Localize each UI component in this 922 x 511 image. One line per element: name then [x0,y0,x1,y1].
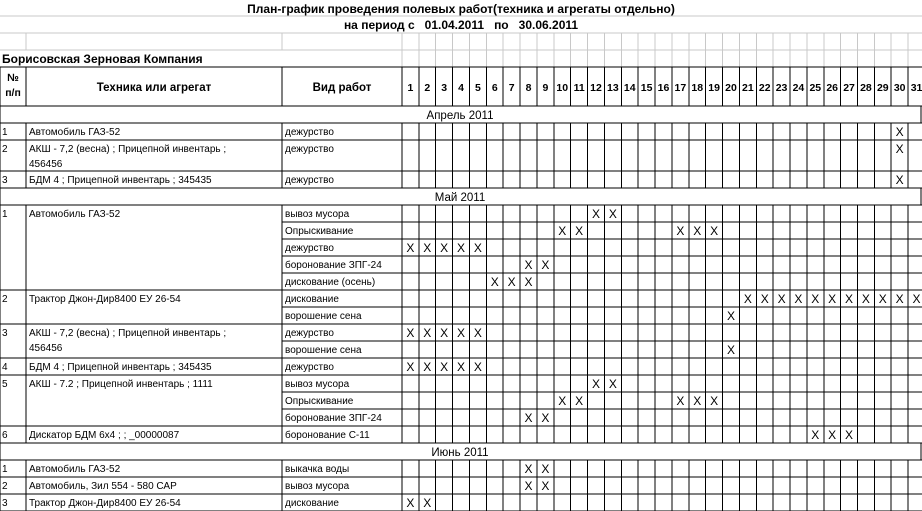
schedule-mark: X [423,326,432,340]
equipment-cell: 456456 [29,159,63,170]
row-number: 3 [2,328,8,339]
work-type-cell: дежурство [285,127,334,138]
month-header: Май 2011 [434,192,486,204]
column-header-day: 27 [843,82,855,94]
month-header: Июнь 2011 [431,447,489,459]
column-header-day: 8 [525,82,532,94]
work-type-cell: дежурство [285,362,334,373]
schedule-mark: X [676,394,685,408]
equipment-cell: БДМ 4 ; Прицепной инвентарь ; 345435 [29,362,212,373]
schedule-mark: X [794,292,803,306]
column-header-day: 12 [590,82,602,94]
schedule-mark: X [777,292,786,306]
schedule-mark: X [912,292,921,306]
equipment-cell: 456456 [29,343,63,354]
row-number: 3 [2,498,8,509]
schedule-mark: X [743,292,752,306]
work-type-cell: дежурство [285,328,334,339]
column-header-day: 2 [424,82,431,94]
column-header-day: 30 [893,82,906,94]
work-type-cell: ворошение сена [285,311,362,322]
schedule-mark: X [726,309,735,323]
work-type-cell: Опрыскивание [285,396,354,407]
equipment-cell: Автомобиль, Зил 554 - 580 САР [29,481,177,492]
row-number: 1 [2,209,8,220]
column-header-num: п/п [5,87,21,99]
schedule-mark: X [693,394,702,408]
column-header-day: 26 [826,82,839,94]
schedule-mark: X [861,292,870,306]
schedule-mark: X [895,173,904,187]
schedule-mark: X [828,292,837,306]
schedule-mark: X [895,125,904,139]
schedule-mark: X [895,142,904,156]
column-header-day: 1 [407,82,414,94]
work-type-cell: дискование [285,498,339,509]
schedule-mark: X [726,343,735,357]
column-header-day: 9 [542,82,549,94]
period-to: 30.06.2011 [518,18,579,32]
schedule-mark: X [490,275,499,289]
period-separator: по [494,18,509,32]
schedule-mark: X [575,224,584,238]
column-header-day: 6 [491,82,498,94]
schedule-mark: X [524,462,533,476]
column-header-day: 18 [691,82,704,94]
company-name: Борисовская Зерновая Компания [2,52,203,66]
schedule-mark: X [524,411,533,425]
schedule-mark: X [895,292,904,306]
column-header-day: 3 [441,82,448,94]
schedule-mark: X [575,394,584,408]
schedule-mark: X [878,292,887,306]
row-number: 4 [2,362,8,373]
schedule-mark: X [507,275,516,289]
schedule-mark: X [693,224,702,238]
work-type-cell: Опрыскивание [285,226,354,237]
schedule-mark: X [558,394,567,408]
column-header-work: Вид работ [312,82,372,94]
column-header-day: 16 [657,82,670,94]
month-header: Апрель 2011 [426,110,494,122]
equipment-cell: Автомобиль ГАЗ-52 [29,464,121,475]
schedule-mark: X [524,275,533,289]
equipment-cell: Трактор Джон-Дир8400 ЕУ 26-54 [29,498,181,509]
schedule-mark: X [406,326,415,340]
column-header-day: 15 [640,82,653,94]
row-number: 1 [2,464,8,475]
schedule-mark: X [845,428,854,442]
row-number: 5 [2,379,8,390]
schedule-mark: X [591,207,601,221]
column-header-day: 11 [573,82,585,94]
equipment-cell: АКШ - 7,2 (весна) ; Прицепной инвентарь ; [29,328,227,339]
work-type-cell: дискование (осень) [285,277,376,288]
schedule-mark: X [440,241,449,255]
row-number: 2 [2,144,8,155]
column-header-day: 14 [623,82,636,94]
schedule-mark: X [608,377,617,391]
work-type-cell: выкачка воды [285,464,350,475]
schedule-mark: X [423,360,432,374]
schedule-mark: X [558,224,567,238]
schedule-mark: X [541,411,550,425]
equipment-cell: Автомобиль ГАЗ-52 [29,127,121,138]
column-header-day: 24 [792,82,805,94]
column-header-day: 19 [708,82,720,94]
work-type-cell: вывоз мусора [285,481,350,492]
schedule-mark: X [828,428,837,442]
column-header-day: 25 [809,82,822,94]
schedule-mark: X [811,428,820,442]
work-type-cell: ворошение сена [285,345,362,356]
work-type-cell: дежурство [285,243,334,254]
column-header-day: 28 [860,82,872,94]
schedule-mark: X [406,360,415,374]
schedule-mark: X [473,326,482,340]
column-header-day: 5 [474,82,481,94]
work-type-cell: дискование [285,294,339,305]
page-title: План-график проведения полевых работ(техника и агрегаты отдельно) [247,2,675,16]
schedule-mark: X [473,360,482,374]
work-type-cell: вывоз мусора [285,379,350,390]
schedule-mark: X [676,224,685,238]
schedule-mark: X [524,479,533,493]
row-number: 3 [2,175,8,186]
equipment-cell: Трактор Джон-Дир8400 ЕУ 26-54 [29,294,181,305]
work-type-cell: боронование ЗПГ-24 [285,260,382,271]
equipment-cell: Автомобиль ГАЗ-52 [29,209,121,220]
equipment-cell: БДМ 4 ; Прицепной инвентарь ; 345435 [29,175,212,186]
schedule-mark: X [406,496,415,510]
column-header-day: 10 [556,82,569,94]
schedule-mark: X [423,241,432,255]
work-type-cell: боронование С-11 [285,430,370,441]
schedule-mark: X [541,479,550,493]
schedule-mark: X [440,360,449,374]
column-header-day: 7 [508,82,515,94]
row-number: 1 [2,127,8,138]
column-header-day: 17 [674,82,687,94]
schedule-mark: X [457,360,466,374]
column-header-day: 21 [741,82,754,94]
schedule-mark: X [457,241,466,255]
period-from: 01.04.2011 [424,18,485,32]
schedule-mark: X [845,292,854,306]
schedule-mark: X [541,462,550,476]
schedule-mark: X [811,292,820,306]
column-header-day: 20 [725,82,737,94]
schedule-mark: X [591,377,601,391]
schedule-mark: X [406,241,415,255]
work-type-cell: боронование ЗПГ-24 [285,413,382,424]
period-prefix: на период с [343,18,415,32]
column-header-day: 31 [910,82,922,94]
schedule-mark: X [760,292,769,306]
column-header-day: 29 [876,82,889,94]
column-header-equipment: Техника или агрегат [96,82,212,94]
schedule-mark: X [440,326,449,340]
schedule-mark: X [524,258,533,272]
equipment-cell: АКШ - 7.2 ; Прицепной инвентарь ; 1111 [29,379,213,390]
schedule-mark: X [710,224,719,238]
schedule-mark: X [473,241,482,255]
row-number: 6 [2,430,8,441]
schedule-mark: X [608,207,617,221]
column-header-num: № [7,72,19,84]
schedule-mark: X [710,394,719,408]
column-header-day: 22 [758,82,771,94]
schedule-mark: X [541,258,550,272]
equipment-cell: Дискатор БДМ 6х4 ; ; _00000087 [29,430,180,441]
column-header-day: 23 [775,82,788,94]
work-type-cell: дежурство [285,144,334,155]
equipment-cell: АКШ - 7,2 (весна) ; Прицепной инвентарь ; [29,144,227,155]
row-number: 2 [2,294,8,305]
column-header-day: 4 [458,82,464,94]
work-type-cell: вывоз мусора [285,209,350,220]
schedule-mark: X [423,496,432,510]
schedule-mark: X [457,326,466,340]
column-header-day: 13 [607,82,619,94]
row-number: 2 [2,481,8,492]
work-type-cell: дежурство [285,175,334,186]
